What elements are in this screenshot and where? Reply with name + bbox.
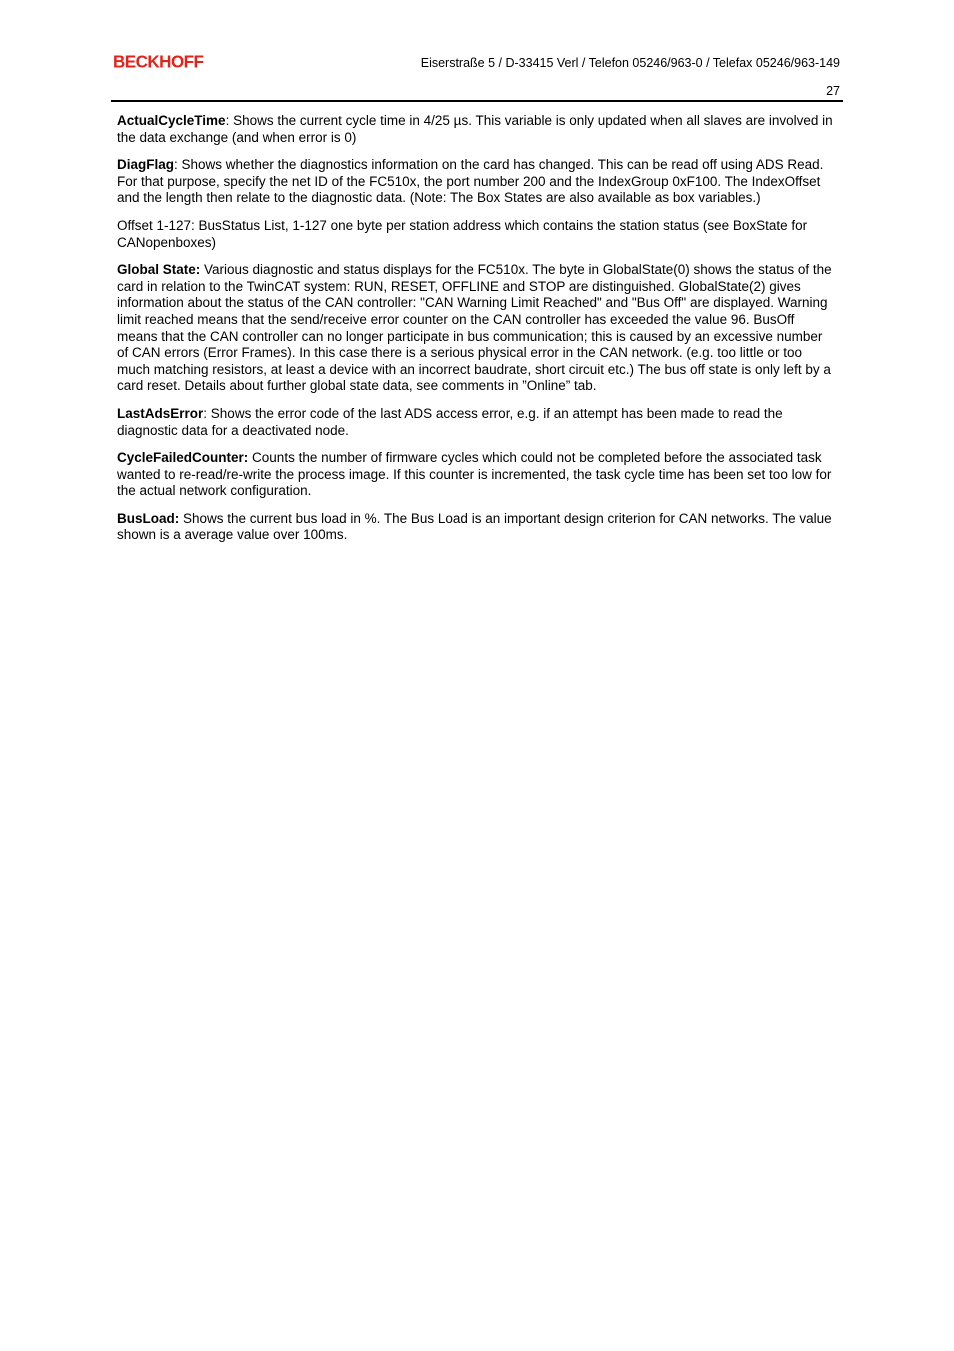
header-divider [111,100,843,102]
beckhoff-logo: BECKHOFF [113,52,204,72]
term-actual-cycle-time: ActualCycleTime [117,113,226,128]
description-actual-cycle-time: Shows the current cycle time in 4/25 µs. This variable is only updated when all slaves are involved in the data exchange (and when error is 0) [117,113,833,145]
term-diag-flag: DiagFlag [117,157,175,173]
header-address: Eiserstraße 5 / D-33415 Verl / Telefon 05246/963-0 / Telefax 05246/963-149 [420,56,840,70]
document-body [117,113,833,555]
paragraph-bus-load [117,511,833,544]
paragraph-global-state [117,262,833,395]
page-number: 27 [826,84,840,98]
separator: : [225,113,234,128]
paragraph-cycle-failed-counter [117,450,833,500]
description-bus-load: Shows the current bus load in %. The Bus Load is an important design criterion for CAN networks. The value shown is a average value over 100ms. [117,510,832,543]
term-global-state: Global State: [117,262,201,278]
description-diag-flag: Shows whether the diagnostics information on the card has changed. This can be read off using ADS Read. For that purpose, specify the net ID of the FC510x, the port number 200 and the IndexGroup 0xF100. The IndexOffset and the length then relate to the diagnostic data. (Note: The Box States are also available as box variables.) [117,157,824,206]
paragraph-diag-flag [117,157,833,207]
term-cycle-failed-counter: CycleFailedCounter: [117,450,249,466]
description-last-ads-error: Shows the error code of the last ADS access error, e.g. if an attempt has been made to read the diagnostic data for a deactivated node. [117,405,783,438]
separator: : [174,157,182,173]
description-cycle-failed-counter: Counts the number of firmware cycles which could not be completed before the associated task wanted to re-read/re-write the process image. If this counter is incremented, the task cycle time has been set too low for the actual network configuration. [117,450,832,499]
description-offset: Offset 1-127: BusStatus List, 1-127 one byte per station address which contains the station status (see BoxState for CANopenboxes) [117,217,808,250]
term-bus-load: BusLoad: [117,510,180,526]
separator: : [203,405,211,421]
description-global-state: Various diagnostic and status displays for the FC510x. The byte in GlobalState(0) shows the status of the card in relation to the TwinCAT system: RUN, RESET, OFFLINE and STOP are distinguished. GlobalState(2) gives information about the status of the CAN controller: "CAN Warning Limit Reached" and "Bus Off" are displayed. Warning limit reached means that the send/receive error counter on the CAN controller has exceeded the value 96. BusOff means that the CAN controller can no longer participate in bus communication; this is caused by an excessive number of CAN errors (Error Frames). In this case there is a serious physical error in the CAN network. (e.g. too little or too much matching resistors, at least a device with an incorrect baudrate, short circuit etc.) The bus off state is only left by a card reset. Details about further global state data, see comments in ”Online” tab. [117,262,832,394]
paragraph-offset [117,218,833,251]
term-last-ads-error: LastAdsError [117,405,204,421]
paragraph-actual-cycle-time [117,113,833,146]
paragraph-last-ads-error [117,406,833,439]
